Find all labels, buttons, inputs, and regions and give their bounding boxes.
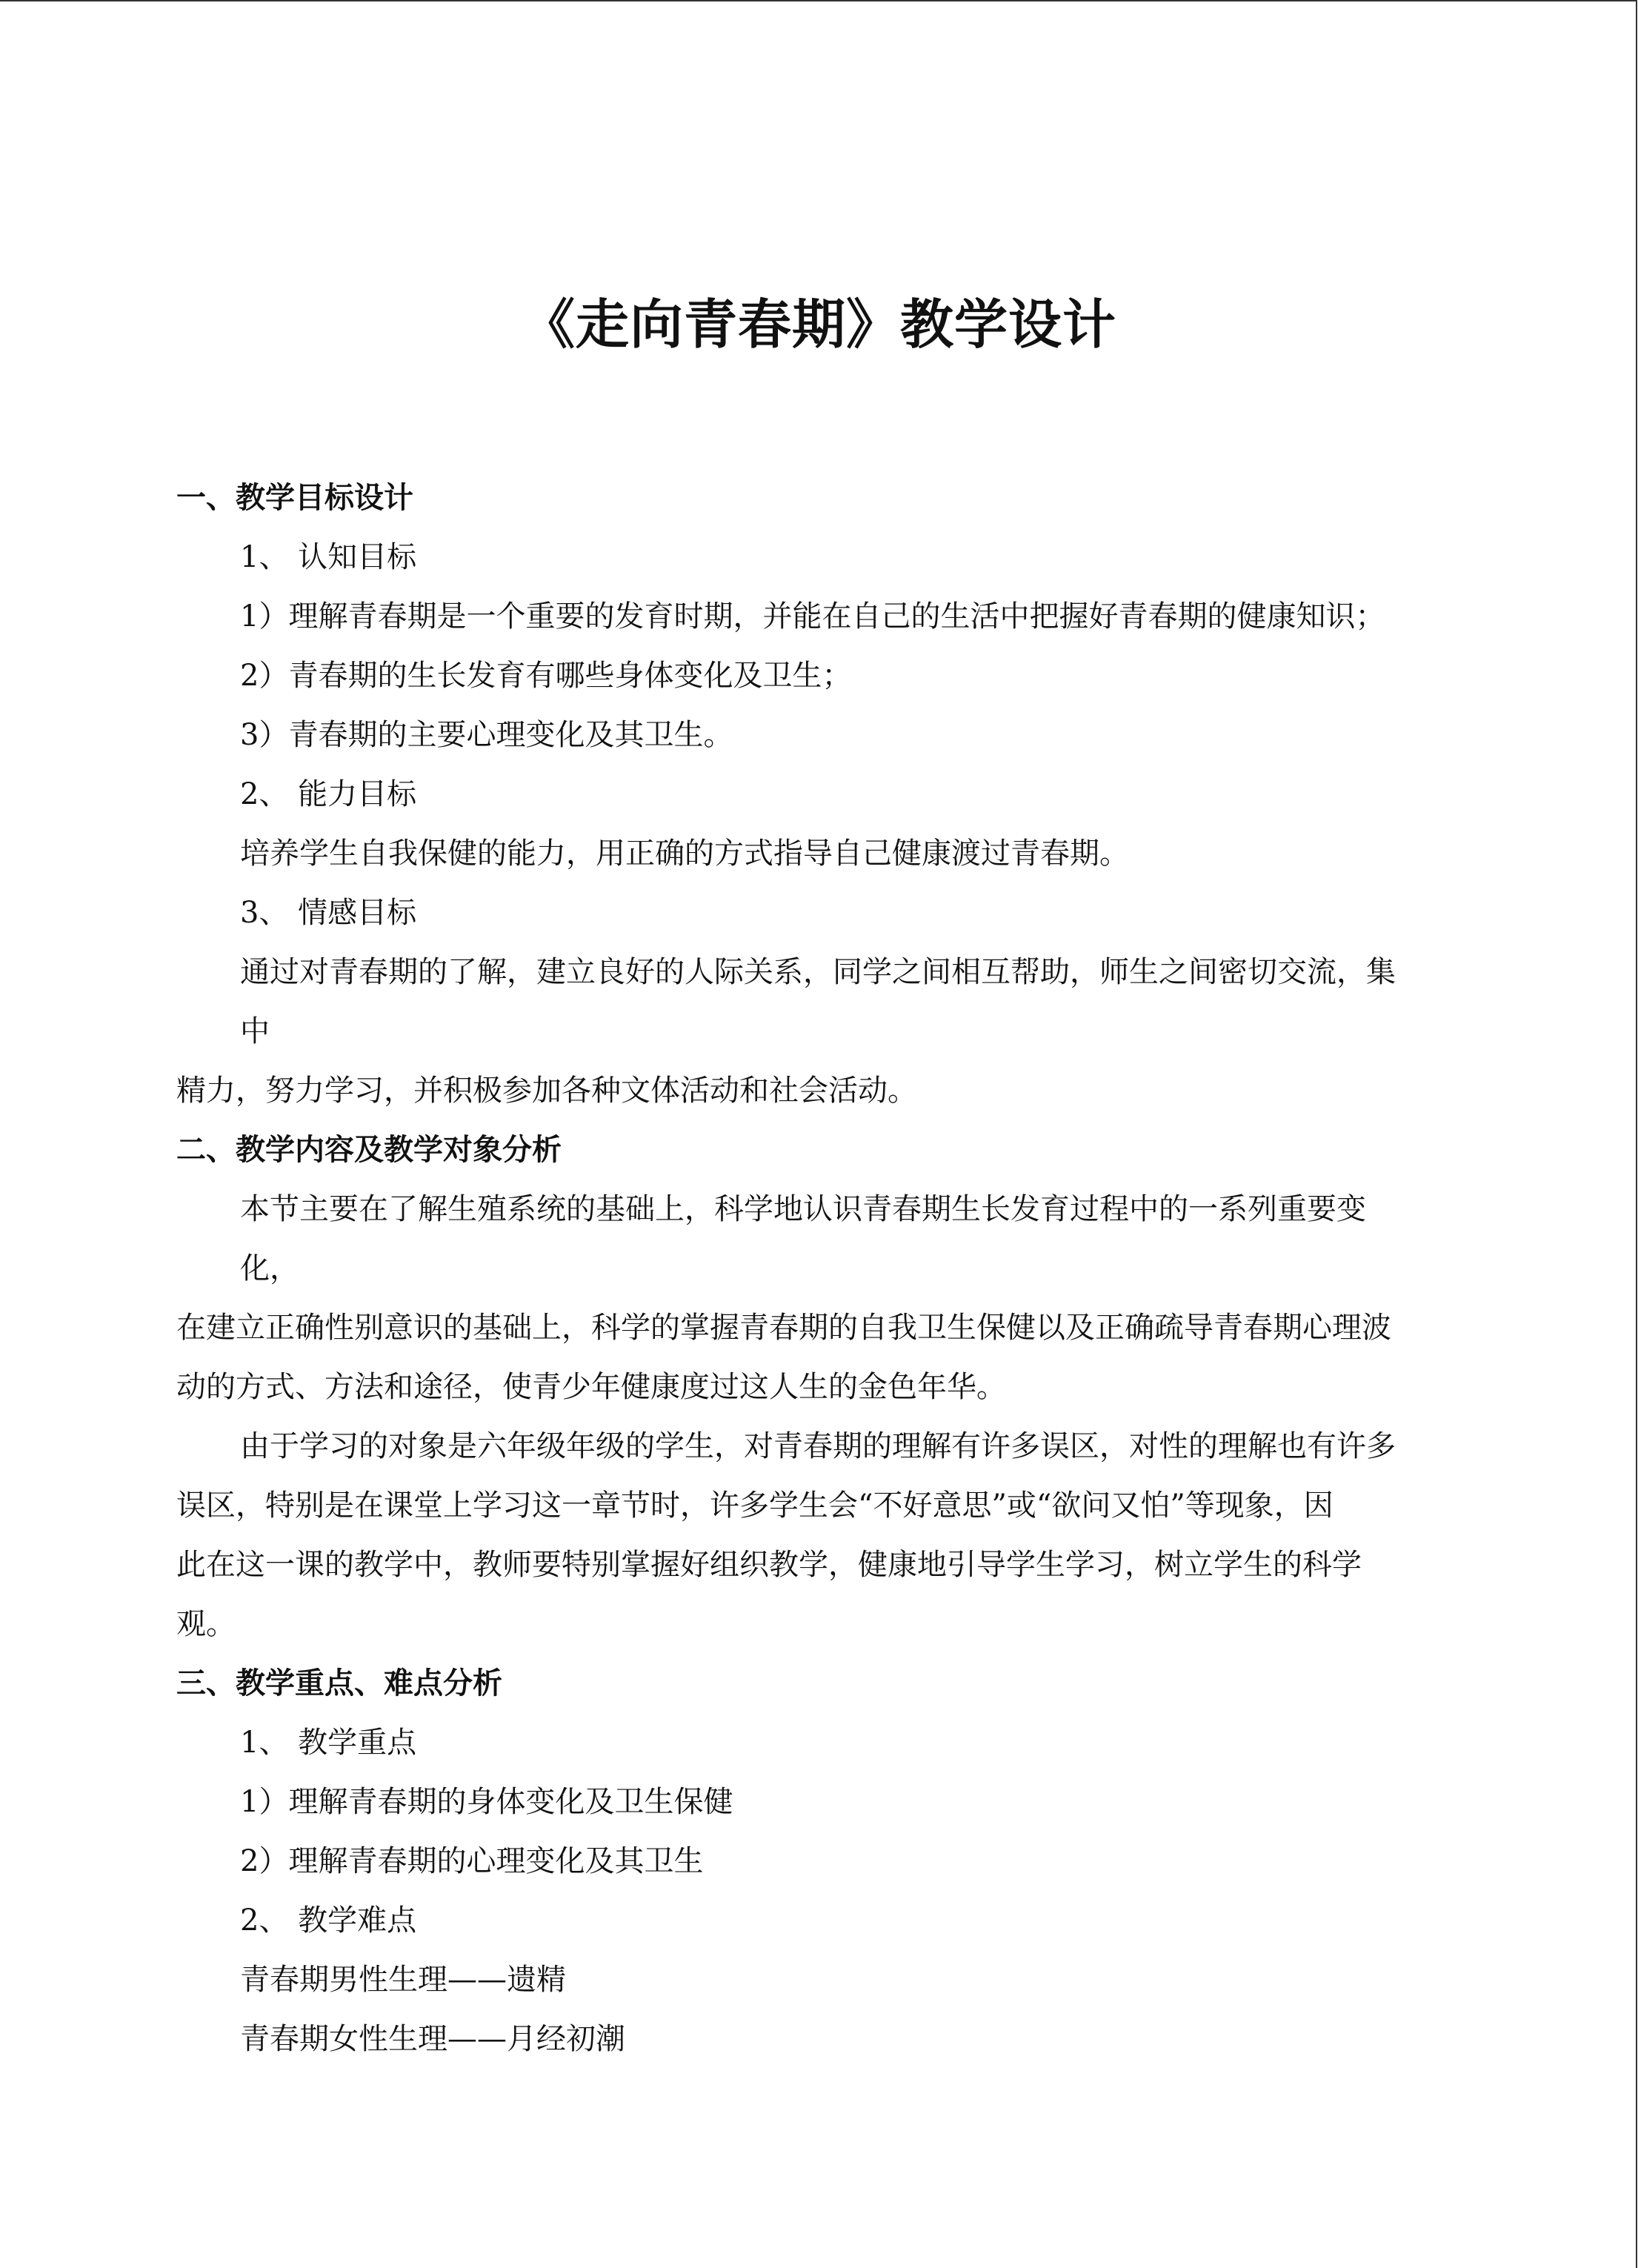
- paragraph-line: 误区，特别是在课堂上学习这一章节时，许多学生会“不好意思”或“欲问又怕”等现象，因: [176, 1489, 1334, 1523]
- paragraph-line: 由于学习的对象是六年级年级的学生，对青春期的理解有许多误区，对性的理解也有许多: [240, 1429, 1396, 1463]
- subheading-key-points: 1、 教学重点: [240, 1726, 417, 1760]
- paragraph-line: 青春期女性生理——月经初潮: [240, 2022, 625, 2056]
- paragraph-line: 精力，努力学习，并积极参加各种文体活动和社会活动。: [176, 1074, 917, 1108]
- paragraph-line: 3）青春期的主要心理变化及其卫生。: [240, 718, 733, 752]
- page-border-top: [0, 0, 1637, 1]
- paragraph-line: 1）理解青春期是一个重要的发育时期，并能在自己的生活中把握好青春期的健康知识；: [240, 599, 1385, 633]
- subheading-difficult-points: 2、 教学难点: [240, 1903, 417, 1938]
- section-heading-3: 三、教学重点、难点分析: [176, 1666, 502, 1700]
- section-heading-2: 二、教学内容及教学对象分析: [176, 1132, 562, 1167]
- subheading-emotional-goal: 3、 情感目标: [240, 896, 417, 930]
- subheading-cognitive-goal: 1、 认知目标: [240, 540, 417, 574]
- paragraph-line: 此在这一课的教学中，教师要特别掌握好组织教学，健康地引导学生学习，树立学生的科学: [176, 1548, 1362, 1582]
- paragraph-line: 培养学生自我保健的能力，用正确的方式指导自己健康渡过青春期。: [240, 837, 1129, 871]
- paragraph-line: 本节主要在了解生殖系统的基础上，科学地认识青春期生长发育过程中的一系列重要变: [240, 1192, 1366, 1226]
- paragraph-line: 通过对青春期的了解，建立良好的人际关系，同学之间相互帮助，师生之间密切交流，集: [240, 955, 1396, 989]
- paragraph-line: 2）青春期的生长发育有哪些身体变化及卫生；: [240, 659, 852, 693]
- paragraph-line: 化，: [240, 1251, 299, 1286]
- paragraph-line: 动的方式、方法和途径，使青少年健康度过这人生的金色年华。: [176, 1370, 1006, 1404]
- paragraph-line: 1）理解青春期的身体变化及卫生保健: [240, 1785, 733, 1819]
- paragraph-line: 中: [240, 1014, 270, 1048]
- document-title: 《走向青春期》教学设计: [521, 293, 1116, 356]
- paragraph-line: 2）理解青春期的心理变化及其卫生: [240, 1844, 704, 1878]
- section-heading-1: 一、教学目标设计: [176, 480, 413, 515]
- paragraph-line: 青春期男性生理——遗精: [240, 1963, 566, 1997]
- paragraph-line: 观。: [176, 1607, 236, 1641]
- subheading-ability-goal: 2、 能力目标: [240, 777, 417, 811]
- paragraph-line: 在建立正确性别意识的基础上，科学的掌握青春期的自我卫生保健以及正确疏导青春期心理波: [176, 1311, 1391, 1345]
- document-body: [176, 468, 1473, 2069]
